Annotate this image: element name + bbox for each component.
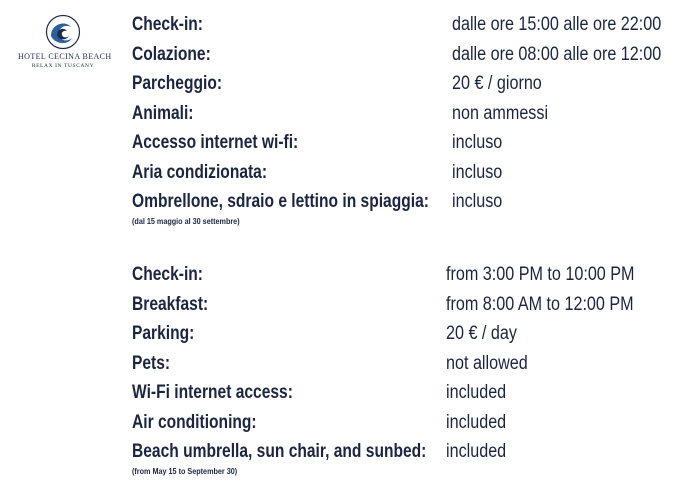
info-value: 20 € / giorno — [452, 73, 542, 94]
info-label: Accesso internet wi-fi: — [132, 132, 299, 153]
info-row-beach-equipment — [132, 187, 677, 217]
hotel-tagline: RELAX IN TUSCANY — [31, 63, 95, 69]
info-value: non ammessi — [452, 102, 549, 124]
info-label: Check-in: — [132, 264, 203, 285]
info-label: Wi-Fi internet access: — [132, 382, 293, 403]
italian-info-section — [132, 10, 677, 226]
info-label: Breakfast: — [132, 293, 209, 315]
info-value: dalle ore 15:00 alle ore 22:00 — [452, 14, 662, 35]
wave-logo-icon — [45, 14, 81, 50]
info-value: incluso — [452, 191, 503, 212]
info-value: from 3:00 PM to 10:00 PM — [446, 264, 635, 285]
info-value: included — [446, 411, 507, 433]
info-row-wifi — [132, 128, 677, 158]
info-value: incluso — [452, 132, 503, 153]
info-label: Parcheggio: — [132, 73, 223, 94]
info-value: from 8:00 AM to 12:00 PM — [446, 293, 634, 315]
info-row-checkin — [132, 260, 677, 290]
info-label: Aria condizionata: — [132, 161, 268, 183]
info-value: incluso — [452, 161, 503, 183]
info-label: Ombrellone, sdraio e lettino in spiaggia: — [132, 191, 429, 212]
info-value: dalle ore 08:00 alle ore 12:00 — [452, 43, 662, 65]
info-row-pets — [132, 99, 677, 129]
info-label: Parking: — [132, 323, 195, 344]
english-info-section — [132, 260, 677, 476]
info-label: Pets: — [132, 352, 171, 374]
info-value: 20 € / day — [446, 323, 517, 344]
info-row-wifi — [132, 378, 677, 408]
info-row-parking — [132, 319, 677, 349]
info-value: not allowed — [446, 352, 528, 374]
info-value: included — [446, 382, 507, 403]
info-row-air-conditioning — [132, 158, 677, 188]
info-row-breakfast — [132, 40, 677, 70]
info-row-air-conditioning — [132, 408, 677, 438]
info-label: Colazione: — [132, 43, 211, 65]
info-label: Beach umbrella, sun chair, and sunbed: — [132, 441, 427, 462]
season-note: (from May 15 to September 30) — [132, 465, 238, 476]
info-label: Air conditioning: — [132, 411, 257, 433]
info-label: Animali: — [132, 102, 194, 124]
info-row-pets — [132, 349, 677, 379]
info-label: Check-in: — [132, 14, 203, 35]
hotel-name: HOTEL CECINA BEACH — [18, 52, 112, 61]
info-value: included — [446, 441, 507, 462]
info-row-breakfast — [132, 290, 677, 320]
info-row-parking — [132, 69, 677, 99]
info-row-checkin — [132, 10, 677, 40]
info-row-beach-equipment — [132, 437, 677, 467]
season-note: (dal 15 maggio al 30 settembre) — [132, 215, 240, 226]
hotel-logo — [18, 14, 112, 69]
